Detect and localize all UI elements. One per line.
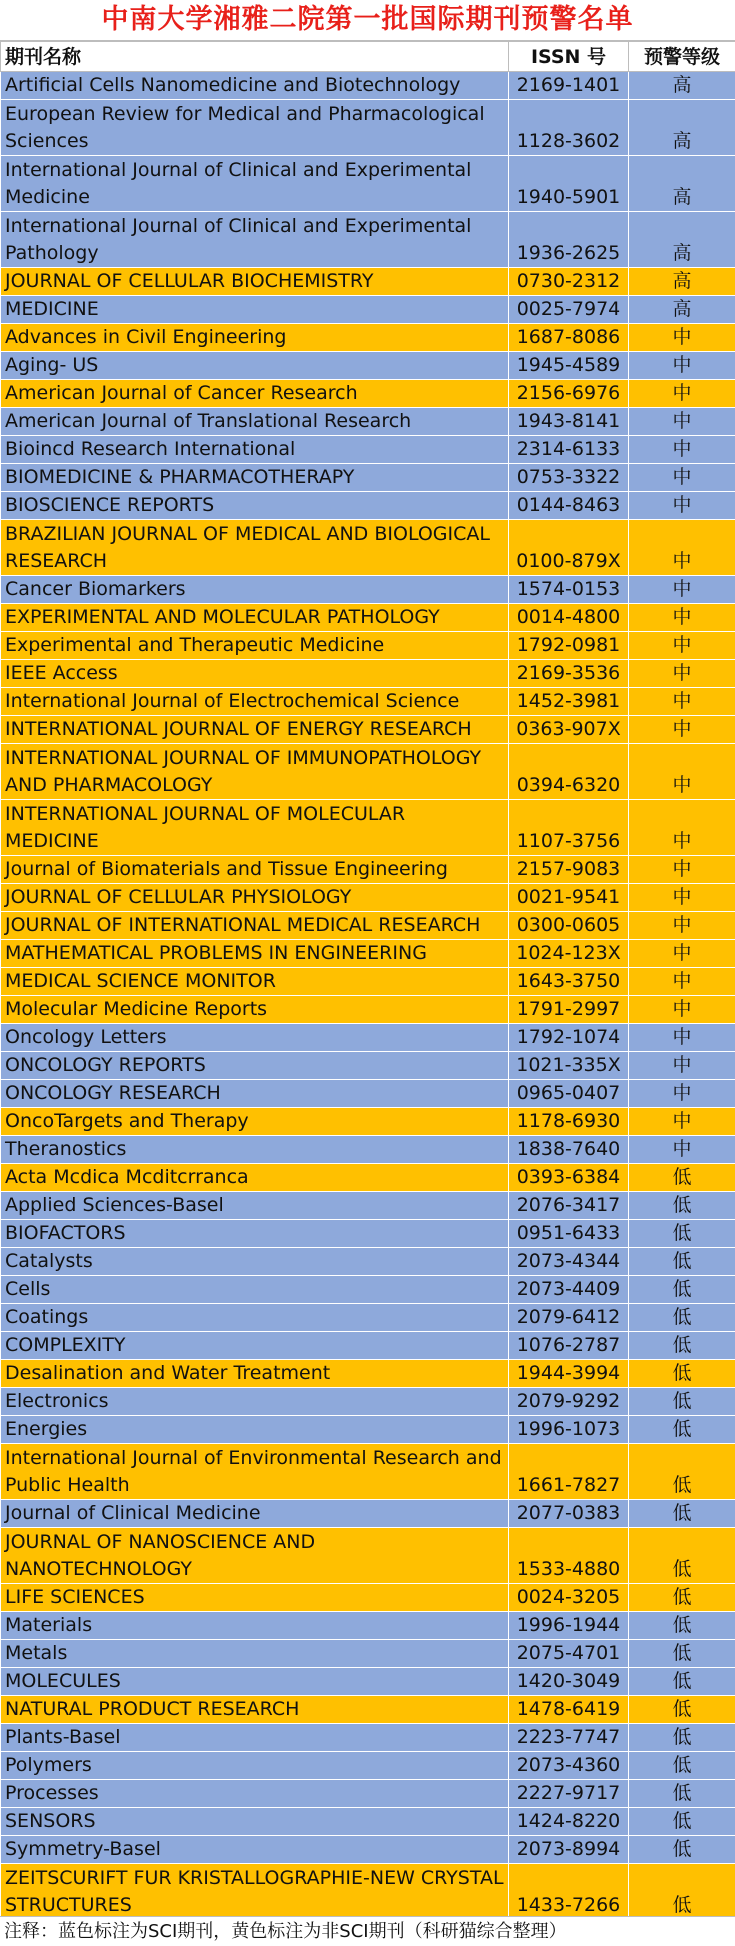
journal-name-cell: NATURAL PRODUCT RESEARCH [1,1696,509,1724]
warning-level-cell: 中 [629,632,735,660]
issn-cell: 2077-0383 [509,1500,629,1528]
warning-level-cell: 低 [629,1696,735,1724]
warning-level-cell: 低 [629,1752,735,1780]
issn-cell: 0021-9541 [509,884,629,912]
table-row [1,716,735,744]
issn-cell: 2227-9717 [509,1780,629,1808]
table-row [1,1136,735,1164]
table-row [1,1192,735,1220]
issn-cell: 1420-3049 [509,1668,629,1696]
issn-cell: 2156-6976 [509,380,629,408]
warning-level-cell: 中 [629,1052,735,1080]
issn-cell: 1943-8141 [509,408,629,436]
journal-name-cell: ONCOLOGY RESEARCH [1,1080,509,1108]
warning-level-cell: 中 [629,352,735,380]
table-row [1,1612,735,1640]
table-row [1,1024,735,1052]
warning-level-cell: 高 [629,72,735,100]
table-row [1,100,735,156]
journal-name-cell: Applied Sciences-Basel [1,1192,509,1220]
journal-name-cell: MEDICINE [1,296,509,324]
issn-cell: 1433-7266 [509,1864,629,1920]
table-row [1,1164,735,1192]
footnote: 注释：蓝色标注为SCI期刊，黄色标注为非SCI期刊（科研猫综合整理） [0,1916,735,1946]
journal-name-cell: Desalination and Water Treatment [1,1360,509,1388]
journal-name-cell: ZEITSCURIFT FUR KRISTALLOGRAPHIE-NEW CRYSTAL STRUCTURES [1,1864,509,1920]
journal-name-cell: INTERNATIONAL JOURNAL OF IMMUNOPATHOLOGY AND PHARMACOLOGY [1,744,509,800]
journal-name-cell: Molecular Medicine Reports [1,996,509,1024]
warning-level-cell: 低 [629,1220,735,1248]
journal-name-cell: Symmetry-Basel [1,1836,509,1864]
warning-level-cell: 中 [629,520,735,576]
warning-level-cell: 低 [629,1416,735,1444]
table-row [1,72,735,100]
warning-level-cell: 高 [629,268,735,296]
warning-level-cell: 中 [629,660,735,688]
table-row [1,996,735,1024]
journal-name-cell: Metals [1,1640,509,1668]
issn-cell: 1128-3602 [509,100,629,156]
journal-name-cell: BIOFACTORS [1,1220,509,1248]
table-header-row [1,42,735,72]
journal-name-cell: Electronics [1,1388,509,1416]
table-row [1,1444,735,1500]
journal-name-cell: Journal of Clinical Medicine [1,1500,509,1528]
issn-cell: 1024-123X [509,940,629,968]
table-row [1,1500,735,1528]
journal-name-cell: Plants-Basel [1,1724,509,1752]
issn-cell: 0363-907X [509,716,629,744]
table-row [1,1304,735,1332]
issn-cell: 0965-0407 [509,1080,629,1108]
table-row [1,1052,735,1080]
journal-name-cell: Acta Mcdica Mcditcrranca [1,1164,509,1192]
warning-level-cell: 中 [629,324,735,352]
warning-level-cell: 低 [629,1332,735,1360]
issn-cell: 1107-3756 [509,800,629,856]
issn-cell: 1687-8086 [509,324,629,352]
warning-level-cell: 低 [629,1360,735,1388]
warning-level-cell: 中 [629,492,735,520]
journal-name-cell: Coatings [1,1304,509,1332]
issn-cell: 0144-8463 [509,492,629,520]
table-row [1,1416,735,1444]
table-row [1,380,735,408]
table-row [1,1864,735,1920]
warning-level-cell: 中 [629,688,735,716]
journal-name-cell: Advances in Civil Engineering [1,324,509,352]
warning-level-cell: 低 [629,1584,735,1612]
table-row [1,1808,735,1836]
journal-name-cell: INTERNATIONAL JOURNAL OF MOLECULAR MEDICINE [1,800,509,856]
table-row [1,1080,735,1108]
warning-level-cell: 低 [629,1388,735,1416]
warning-level-cell: 中 [629,996,735,1024]
table-row [1,1696,735,1724]
issn-cell: 0753-3322 [509,464,629,492]
issn-cell: 2314-6133 [509,436,629,464]
warning-level-cell: 低 [629,1444,735,1500]
issn-cell: 1996-1944 [509,1612,629,1640]
issn-cell: 1944-3994 [509,1360,629,1388]
table-row [1,632,735,660]
table-row [1,492,735,520]
warning-level-cell: 中 [629,576,735,604]
table-row [1,968,735,996]
journal-name-cell: Bioincd Research International [1,436,509,464]
warning-level-cell: 中 [629,604,735,632]
warning-level-cell: 低 [629,1640,735,1668]
table-row [1,1640,735,1668]
issn-cell: 1940-5901 [509,156,629,212]
issn-cell: 2073-4344 [509,1248,629,1276]
issn-cell: 0394-6320 [509,744,629,800]
journal-name-cell: American Journal of Translational Research [1,408,509,436]
table-row [1,1724,735,1752]
issn-cell: 1643-3750 [509,968,629,996]
journal-name-cell: Materials [1,1612,509,1640]
warning-level-cell: 中 [629,1080,735,1108]
journal-name-cell: SENSORS [1,1808,509,1836]
issn-cell: 1478-6419 [509,1696,629,1724]
table-row [1,352,735,380]
table-row [1,156,735,212]
warning-level-cell: 低 [629,1248,735,1276]
issn-cell: 1178-6930 [509,1108,629,1136]
journal-name-cell: JOURNAL OF INTERNATIONAL MEDICAL RESEARCH [1,912,509,940]
journal-name-cell: International Journal of Environmental Research and Public Health [1,1444,509,1500]
issn-cell: 1424-8220 [509,1808,629,1836]
table-row [1,912,735,940]
warning-level-cell: 高 [629,212,735,268]
journal-name-cell: JOURNAL OF CELLULAR PHYSIOLOGY [1,884,509,912]
journal-name-cell: Energies [1,1416,509,1444]
table-row [1,324,735,352]
journal-name-cell: EXPERIMENTAL AND MOLECULAR PATHOLOGY [1,604,509,632]
issn-cell: 0025-7974 [509,296,629,324]
warning-level-cell: 低 [629,1164,735,1192]
warning-level-cell: 高 [629,296,735,324]
journal-name-cell: Cells [1,1276,509,1304]
issn-cell: 1791-2997 [509,996,629,1024]
journal-table-body [1,72,735,1920]
issn-cell: 1021-335X [509,1052,629,1080]
issn-cell: 1945-4589 [509,352,629,380]
issn-cell: 2157-9083 [509,856,629,884]
table-row [1,604,735,632]
warning-level-cell: 中 [629,1136,735,1164]
journal-name-cell: IEEE Access [1,660,509,688]
issn-cell: 1792-0981 [509,632,629,660]
journal-name-cell: JOURNAL OF NANOSCIENCE AND NANOTECHNOLOGY [1,1528,509,1584]
journal-name-cell: Theranostics [1,1136,509,1164]
journal-name-cell: BIOSCIENCE REPORTS [1,492,509,520]
table-row [1,1752,735,1780]
journal-name-cell: MEDICAL SCIENCE MONITOR [1,968,509,996]
journal-name-cell: International Journal of Electrochemical Science [1,688,509,716]
warning-level-cell: 中 [629,436,735,464]
issn-cell: 2075-4701 [509,1640,629,1668]
page-title: 中南大学湘雅二院第一批国际期刊预警名单 [0,0,735,41]
journal-name-cell: MATHEMATICAL PROBLEMS IN ENGINEERING [1,940,509,968]
table-row [1,1332,735,1360]
table-row [1,1360,735,1388]
issn-cell: 1792-1074 [509,1024,629,1052]
warning-level-cell: 低 [629,1668,735,1696]
table-row [1,884,735,912]
warning-level-cell: 中 [629,408,735,436]
warning-level-cell: 低 [629,1528,735,1584]
issn-cell: 1661-7827 [509,1444,629,1500]
table-row [1,800,735,856]
table-row [1,856,735,884]
issn-cell: 0393-6384 [509,1164,629,1192]
warning-level-cell: 中 [629,380,735,408]
issn-cell: 1452-3981 [509,688,629,716]
issn-cell: 2223-7747 [509,1724,629,1752]
warning-level-cell: 低 [629,1808,735,1836]
journal-name-cell: BRAZILIAN JOURNAL OF MEDICAL AND BIOLOGICAL RESEARCH [1,520,509,576]
warning-level-cell: 中 [629,800,735,856]
table-row [1,436,735,464]
journal-name-cell: BIOMEDICINE & PHARMACOTHERAPY [1,464,509,492]
table-row [1,1388,735,1416]
table-row [1,520,735,576]
journal-name-cell: International Journal of Clinical and Experimental Pathology [1,212,509,268]
journal-name-cell: JOURNAL OF CELLULAR BIOCHEMISTRY [1,268,509,296]
warning-level-cell: 中 [629,1024,735,1052]
table-row [1,212,735,268]
warning-level-cell: 低 [629,1612,735,1640]
issn-cell: 1533-4880 [509,1528,629,1584]
table-row [1,1248,735,1276]
journal-name-cell: OncoTargets and Therapy [1,1108,509,1136]
journal-name-cell: COMPLEXITY [1,1332,509,1360]
issn-cell: 1574-0153 [509,576,629,604]
warning-level-cell: 低 [629,1276,735,1304]
warning-level-cell: 低 [629,1500,735,1528]
warning-level-cell: 低 [629,1724,735,1752]
issn-cell: 1076-2787 [509,1332,629,1360]
table-row [1,1220,735,1248]
issn-cell: 0300-0605 [509,912,629,940]
warning-level-cell: 中 [629,1108,735,1136]
journal-name-cell: Processes [1,1780,509,1808]
journal-name-cell: ONCOLOGY REPORTS [1,1052,509,1080]
table-row [1,296,735,324]
table-row [1,1668,735,1696]
warning-level-cell: 中 [629,856,735,884]
issn-cell: 2079-9292 [509,1388,629,1416]
table-row [1,660,735,688]
header-warning-level: 预警等级 [629,42,735,72]
warning-level-cell: 中 [629,940,735,968]
issn-cell: 0014-4800 [509,604,629,632]
journal-name-cell: INTERNATIONAL JOURNAL OF ENERGY RESEARCH [1,716,509,744]
journal-name-cell: LIFE SCIENCES [1,1584,509,1612]
issn-cell: 1936-2625 [509,212,629,268]
journal-name-cell: MOLECULES [1,1668,509,1696]
header-journal-name: 期刊名称 [1,42,509,72]
journal-name-cell: International Journal of Clinical and Experimental Medicine [1,156,509,212]
journal-table [0,41,735,1920]
warning-level-cell: 中 [629,884,735,912]
table-row [1,268,735,296]
warning-level-cell: 低 [629,1192,735,1220]
table-row [1,744,735,800]
table-row [1,688,735,716]
warning-level-cell: 低 [629,1836,735,1864]
journal-name-cell: Experimental and Therapeutic Medicine [1,632,509,660]
issn-cell: 2073-8994 [509,1836,629,1864]
journal-name-cell: Cancer Biomarkers [1,576,509,604]
issn-cell: 1996-1073 [509,1416,629,1444]
table-row [1,576,735,604]
warning-level-cell: 中 [629,912,735,940]
journal-name-cell: Aging- US [1,352,509,380]
issn-cell: 1838-7640 [509,1136,629,1164]
warning-level-cell: 中 [629,464,735,492]
issn-cell: 2073-4409 [509,1276,629,1304]
issn-cell: 2076-3417 [509,1192,629,1220]
issn-cell: 0951-6433 [509,1220,629,1248]
issn-cell: 2169-3536 [509,660,629,688]
journal-name-cell: Artificial Cells Nanomedicine and Biotechnology [1,72,509,100]
table-row [1,940,735,968]
table-row [1,464,735,492]
journal-name-cell: Polymers [1,1752,509,1780]
table-row [1,1528,735,1584]
journal-name-cell: Catalysts [1,1248,509,1276]
table-row [1,1836,735,1864]
warning-level-cell: 中 [629,716,735,744]
issn-cell: 0024-3205 [509,1584,629,1612]
warning-level-cell: 中 [629,744,735,800]
table-row [1,408,735,436]
warning-level-cell: 高 [629,156,735,212]
journal-name-cell: European Review for Medical and Pharmacological Sciences [1,100,509,156]
table-row [1,1780,735,1808]
warning-level-cell: 中 [629,968,735,996]
table-row [1,1276,735,1304]
warning-level-cell: 高 [629,100,735,156]
header-issn: ISSN 号 [509,42,629,72]
journal-name-cell: Oncology Letters [1,1024,509,1052]
issn-cell: 2079-6412 [509,1304,629,1332]
issn-cell: 2073-4360 [509,1752,629,1780]
issn-cell: 0730-2312 [509,268,629,296]
journal-name-cell: Journal of Biomaterials and Tissue Engineering [1,856,509,884]
table-row [1,1108,735,1136]
issn-cell: 2169-1401 [509,72,629,100]
issn-cell: 0100-879X [509,520,629,576]
warning-level-cell: 低 [629,1780,735,1808]
warning-level-cell: 低 [629,1304,735,1332]
warning-level-cell: 低 [629,1864,735,1920]
journal-name-cell: American Journal of Cancer Research [1,380,509,408]
table-row [1,1584,735,1612]
